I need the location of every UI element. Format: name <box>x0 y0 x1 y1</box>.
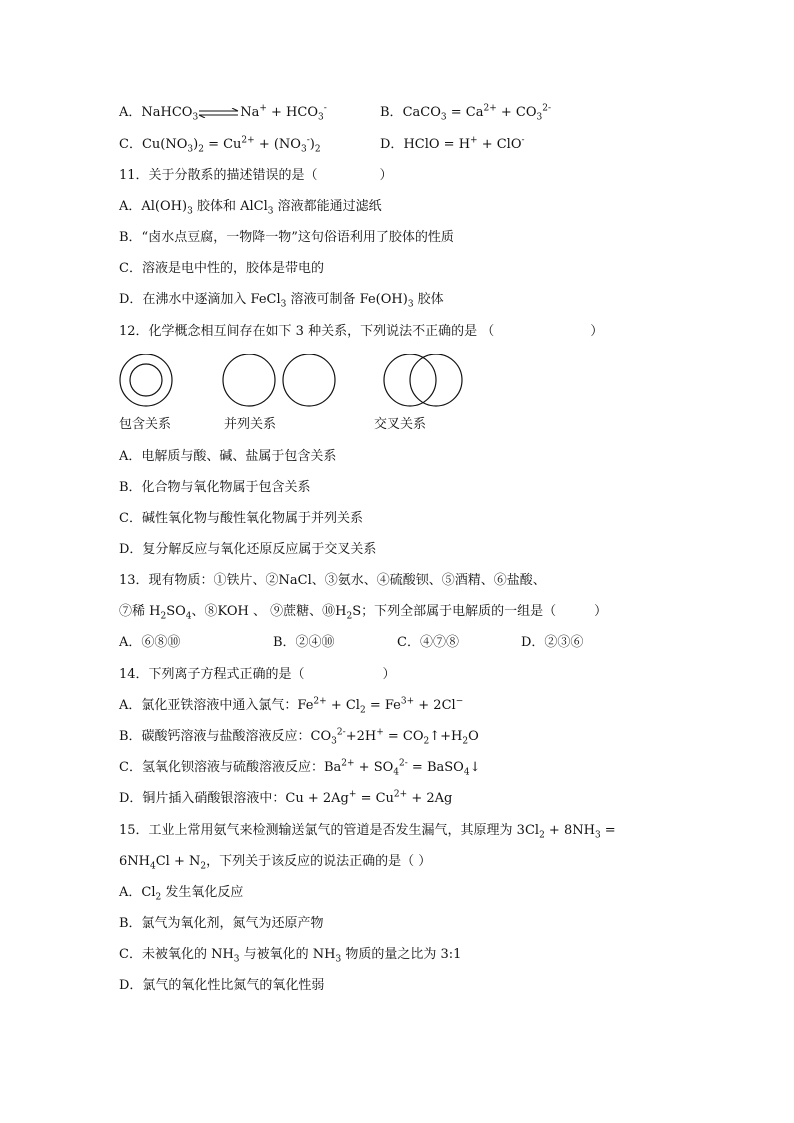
q11-option-a: A．$Al(OH)_3$ 胶体和 AlCl$_3$ 溶液都能通过滤纸 <box>119 199 382 217</box>
q13-stem-line1: 13．现有物质：①铁片、②NaCl、③氨水、④硫酸钡、⑤酒精、⑥盐酸、 <box>119 573 546 588</box>
q14-stem: 14．下列离子方程式正确的是（ ） <box>119 667 396 682</box>
q11-stem: 11．关于分散系的描述错误的是（ ） <box>119 168 393 183</box>
q11-option-d: D．在沸水中逐滴加入 FeCl$_3$ 溶液可制备 $Fe(OH)_3$ 胶体 <box>119 292 444 310</box>
contain-outer-circle <box>120 354 172 406</box>
q15-stem-line1: 15．工业上常用氨气来检测输送氯气的管道是否发生漏气，其原理为 $3Cl_2 + 8NH_3$ = <box>119 823 616 841</box>
label-cross: 交叉关系 <box>374 417 427 432</box>
set-relations-diagram <box>119 354 479 410</box>
q14-option-a: A．氯化亚铁溶液中通入氯气：$Fe^{2+} + Cl_2 = Fe^{3+} + 2Cl^-$ <box>119 696 464 716</box>
parallel-circle-right <box>283 354 335 406</box>
q13-option-a: A．⑥⑧⑩ <box>119 635 181 650</box>
q14-option-d: D．铜片插入硝酸银溶液中：$Cu + 2Ag^+ = Cu^{2+} + 2Ag$ <box>119 789 453 806</box>
q12-option-a: A．电解质与酸、碱、盐属于包含关系 <box>119 449 337 464</box>
q12-option-b: B．化合物与氧化物属于包含关系 <box>119 480 311 495</box>
q15-option-b: B．氯气为氧化剂，氮气为还原产物 <box>119 916 324 931</box>
contain-inner-circle <box>130 364 162 396</box>
equilibrium-arrow-icon <box>198 108 240 118</box>
q14-option-c: C．氢氧化钡溶液与硫酸溶液反应：$Ba^{2+} + SO_4^{2-}$ = BaSO$_4$↓ <box>119 758 481 778</box>
q10-option-c: C．$Cu(NO_3)_2 = Cu^{2+} + (NO_3^-)_2$ <box>119 135 321 155</box>
q12-option-c: C．碱性氧化物与酸性氧化物属于并列关系 <box>119 511 363 526</box>
q10-option-d: D．HClO = H+ + ClO- <box>380 135 525 152</box>
q10-option-a: A．NaHCO$_3$ $Na^+ + HCO_3^-$ <box>119 103 327 123</box>
q12-option-d: D．复分解反应与氧化还原反应属于交叉关系 <box>119 542 377 557</box>
q13-stem-line2: ⑦稀 $H_2SO_4$、⑧KOH 、 ⑨蔗糖、$⑩H_2S$；下列全部属于电解质的一组是（ ） <box>119 604 608 622</box>
q11-option-b: B．“卤水点豆腐，一物降一物”这句俗语利用了胶体的性质 <box>119 230 454 245</box>
q13-option-b: B．②④⑩ <box>273 635 335 650</box>
label-contain: 包含关系 <box>119 417 172 432</box>
q15-option-a: A．$Cl_2$ 发生氧化反应 <box>119 885 244 903</box>
q15-option-c: C．未被氧化的 $NH_3$ 与被氧化的 $NH_3$ 物质的量之比为 3:1 <box>119 947 462 965</box>
q13-option-d: D．②③⑥ <box>521 635 584 650</box>
parallel-circle-left <box>223 354 275 406</box>
q13-option-c: C．④⑦⑧ <box>397 635 459 650</box>
q11-option-c: C．溶液是电中性的，胶体是带电的 <box>119 261 324 276</box>
q15-stem-line2: $6NH_4Cl + N_2$，下列关于该反应的说法正确的是（ ） <box>119 854 432 872</box>
q14-option-b: B．碳酸钙溶液与盐酸溶液反应：$CO_3^{2-}+2H^+$ = $CO_2↑+H_2O$ <box>119 727 479 747</box>
q10-option-b: B．CaCO$_3$ = $Ca^{2+} + CO_3^{2-}$ <box>380 103 552 123</box>
q12-stem: 12．化学概念相互间存在如下 3 种关系，下列说法不正确的是 （ ） <box>119 324 604 339</box>
q15-option-d: D．氯气的氧化性比氮气的氧化性弱 <box>119 978 325 993</box>
label-parallel: 并列关系 <box>224 417 277 432</box>
